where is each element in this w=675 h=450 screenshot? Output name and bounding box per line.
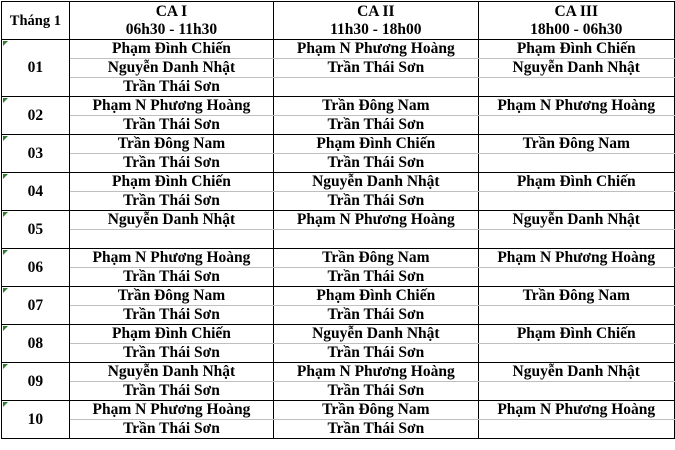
shift-header-2	[274, 2, 478, 40]
staff-name-cell: Phạm Đình Chiến	[274, 135, 478, 154]
staff-name-cell: Phạm N Phương Hoàng	[69, 401, 273, 420]
day-cell	[2, 211, 70, 249]
day-cell	[2, 135, 70, 173]
staff-name-cell: Nguyễn Danh Nhật	[69, 59, 273, 78]
cell-corner-marker	[3, 98, 8, 103]
staff-name-cell: Trần Thái Sơn	[69, 78, 273, 97]
day-cell	[2, 363, 70, 401]
cell-corner-marker	[3, 174, 8, 179]
staff-name-cell: Nguyễn Danh Nhật	[478, 211, 675, 230]
staff-name-cell: Nguyễn Danh Nhật	[478, 59, 675, 78]
staff-name-cell	[478, 382, 675, 401]
table-row	[2, 287, 675, 306]
table-row	[2, 211, 675, 230]
staff-name-cell	[478, 268, 675, 287]
staff-name-cell: Trần Đông Nam	[478, 135, 675, 154]
table-row	[2, 59, 675, 78]
cell-corner-marker	[3, 41, 8, 46]
staff-name-cell: Phạm N Phương Hoàng	[478, 249, 675, 268]
table-row	[2, 78, 675, 97]
staff-name-cell	[478, 192, 675, 211]
day-number: 03	[27, 144, 44, 162]
staff-name-cell: Phạm Đình Chiến	[478, 173, 675, 192]
staff-name-cell: Trần Đông Nam	[274, 249, 478, 268]
staff-name-cell: Trần Đông Nam	[478, 287, 675, 306]
staff-name-cell: Trần Thái Sơn	[274, 192, 478, 211]
staff-name-cell: Trần Thái Sơn	[274, 154, 478, 173]
staff-name-cell: Nguyễn Danh Nhật	[274, 173, 478, 192]
staff-name-cell: Trần Đông Nam	[69, 287, 273, 306]
day-cell	[2, 97, 70, 135]
staff-name-cell	[478, 78, 675, 97]
cell-corner-marker	[3, 136, 8, 141]
day-number: 07	[27, 296, 44, 314]
shift-schedule-table	[1, 1, 675, 439]
staff-name-cell: Phạm Đình Chiến	[69, 40, 273, 59]
day-cell	[2, 249, 70, 287]
staff-name-cell: Trần Thái Sơn	[69, 420, 273, 439]
table-row	[2, 363, 675, 382]
staff-name-cell: Trần Thái Sơn	[274, 268, 478, 287]
shift-name: CA III	[554, 2, 598, 20]
table-row	[2, 325, 675, 344]
staff-name-cell	[478, 344, 675, 363]
staff-name-cell: Trần Đông Nam	[69, 135, 273, 154]
table-row	[2, 40, 675, 59]
table-row	[2, 249, 675, 268]
staff-name-cell	[274, 78, 478, 97]
staff-name-cell: Phạm N Phương Hoàng	[274, 40, 478, 59]
staff-name-cell: Phạm N Phương Hoàng	[274, 363, 478, 382]
staff-name-cell: Phạm N Phương Hoàng	[69, 97, 273, 116]
staff-name-cell	[478, 420, 675, 439]
staff-name-cell: Trần Thái Sơn	[69, 344, 273, 363]
cell-corner-marker	[3, 326, 8, 331]
day-number: 02	[27, 106, 44, 124]
staff-name-cell: Phạm Đình Chiến	[69, 325, 273, 344]
staff-name-cell: Trần Thái Sơn	[69, 268, 273, 287]
shift-name: CA II	[357, 2, 395, 20]
staff-name-cell: Trần Đông Nam	[274, 401, 478, 420]
day-number: 08	[27, 334, 44, 352]
staff-name-cell	[274, 230, 478, 249]
cell-corner-marker	[3, 402, 8, 407]
table-row	[2, 420, 675, 439]
staff-name-cell	[69, 230, 273, 249]
staff-name-cell: Trần Thái Sơn	[274, 116, 478, 135]
month-header: Tháng 1	[2, 2, 70, 40]
staff-name-cell: Phạm N Phương Hoàng	[478, 401, 675, 420]
day-number: 10	[27, 410, 44, 428]
staff-name-cell: Trần Thái Sơn	[69, 154, 273, 173]
table-row	[2, 268, 675, 287]
cell-corner-marker	[3, 212, 8, 217]
staff-name-cell: Trần Thái Sơn	[274, 306, 478, 325]
table-row	[2, 173, 675, 192]
staff-name-cell: Phạm Đình Chiến	[478, 40, 675, 59]
staff-name-cell: Phạm N Phương Hoàng	[478, 97, 675, 116]
cell-corner-marker	[3, 250, 8, 255]
staff-name-cell: Trần Thái Sơn	[69, 306, 273, 325]
day-number: 05	[27, 220, 44, 238]
day-cell	[2, 325, 70, 363]
staff-name-cell: Trần Thái Sơn	[69, 382, 273, 401]
staff-name-cell: Trần Thái Sơn	[69, 192, 273, 211]
staff-name-cell: Trần Thái Sơn	[69, 116, 273, 135]
day-cell	[2, 401, 70, 439]
day-number: 09	[27, 372, 44, 390]
staff-name-cell: Nguyễn Danh Nhật	[69, 363, 273, 382]
table-row	[2, 306, 675, 325]
day-number: 01	[27, 59, 44, 76]
shift-time: 11h30 - 18h00	[330, 20, 422, 38]
cell-corner-marker	[3, 288, 8, 293]
staff-name-cell	[478, 154, 675, 173]
shift-header-3	[478, 2, 675, 40]
day-cell	[2, 173, 70, 211]
day-number: 04	[27, 182, 44, 200]
day-number: 06	[27, 258, 44, 276]
table-row	[2, 116, 675, 135]
table-row	[2, 135, 675, 154]
schedule-body	[2, 40, 675, 439]
shift-time: 06h30 - 11h30	[125, 20, 218, 38]
staff-name-cell: Trần Thái Sơn	[274, 420, 478, 439]
table-row	[2, 230, 675, 249]
staff-name-cell: Nguyễn Danh Nhật	[478, 363, 675, 382]
staff-name-cell: Trần Thái Sơn	[274, 344, 478, 363]
table-row	[2, 97, 675, 116]
staff-name-cell	[478, 306, 675, 325]
day-cell	[2, 40, 70, 97]
staff-name-cell: Trần Đông Nam	[274, 97, 478, 116]
staff-name-cell: Nguyễn Danh Nhật	[69, 211, 273, 230]
staff-name-cell: Nguyễn Danh Nhật	[274, 325, 478, 344]
staff-name-cell: Phạm Đình Chiến	[274, 287, 478, 306]
shift-name: CA I	[155, 2, 188, 20]
staff-name-cell: Trần Thái Sơn	[274, 382, 478, 401]
staff-name-cell: Phạm Đình Chiến	[478, 325, 675, 344]
staff-name-cell: Phạm Đình Chiến	[69, 173, 273, 192]
table-row	[2, 192, 675, 211]
table-row	[2, 401, 675, 420]
staff-name-cell	[478, 116, 675, 135]
shift-time: 18h00 - 06h30	[530, 20, 623, 38]
staff-name-cell: Trần Thái Sơn	[274, 59, 478, 78]
staff-name-cell	[478, 230, 675, 249]
staff-name-cell: Phạm N Phương Hoàng	[274, 211, 478, 230]
table-row	[2, 154, 675, 173]
table-row	[2, 344, 675, 363]
table-row	[2, 382, 675, 401]
staff-name-cell: Phạm N Phương Hoàng	[69, 249, 273, 268]
day-cell	[2, 287, 70, 325]
shift-header-1	[69, 2, 273, 40]
cell-corner-marker	[3, 364, 8, 369]
